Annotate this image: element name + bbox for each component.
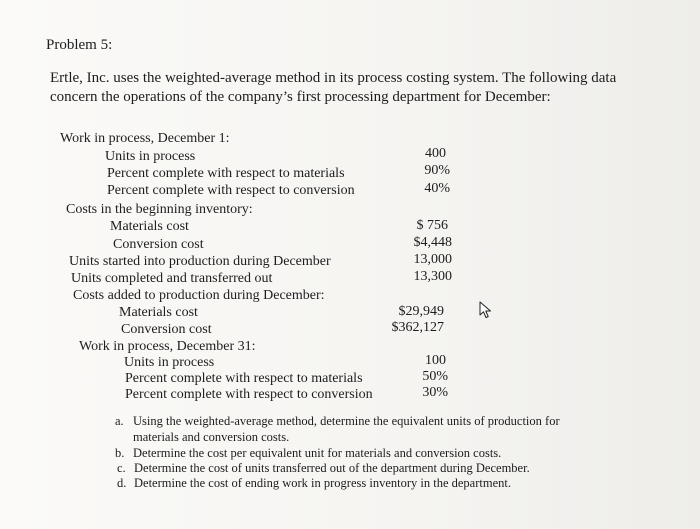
item-label: Materials cost xyxy=(110,219,189,234)
item-label: Percent complete with respect to conversion xyxy=(125,387,373,402)
item-label: Units in process xyxy=(124,355,215,370)
item-value: 30% xyxy=(422,385,448,400)
question-text: Determine the cost per equivalent unit for materials and conversion costs. xyxy=(133,446,502,460)
question-text: Determine the cost of ending work in progress inventory in the department. xyxy=(134,476,511,490)
intro-line-1: Ertle, Inc. uses the weighted-average method in its process costing system. The following data xyxy=(50,70,617,86)
item-value: $ 756 xyxy=(416,218,448,233)
problem-intro xyxy=(50,69,616,107)
item-label: Percent complete with respect to materials xyxy=(107,166,345,181)
item-label: Work in process, December 31: xyxy=(79,339,256,354)
item-label: Units in process xyxy=(105,149,196,164)
item-value: 100 xyxy=(425,353,446,368)
question-letter: a. xyxy=(115,414,124,428)
item-value: 50% xyxy=(422,369,448,384)
item-label: Work in process, December 1: xyxy=(60,131,230,146)
item-label: Units completed and transferred out xyxy=(71,271,273,286)
item-value: 13,000 xyxy=(413,252,452,267)
question-text: Determine the cost of units transferred out of the department during December. xyxy=(134,461,530,475)
item-label: Costs in the beginning inventory: xyxy=(66,202,253,217)
item-label: Materials cost xyxy=(119,305,198,320)
item-value: 13,300 xyxy=(413,269,452,284)
item-value: $4,448 xyxy=(413,235,452,250)
item-value: $362,127 xyxy=(391,320,444,335)
intro-line-2: concern the operations of the company’s first processing department for December: xyxy=(50,89,551,105)
question-text: materials and conversion costs. xyxy=(133,430,290,444)
item-value: 400 xyxy=(425,146,446,161)
question-text: Using the weighted-average method, determine the equivalent units of production for xyxy=(133,414,560,428)
item-label: Percent complete with respect to materials xyxy=(125,371,363,386)
item-label: Percent complete with respect to conversion xyxy=(107,183,355,198)
mouse-cursor-icon xyxy=(479,301,495,319)
problem-title: Problem 5: xyxy=(46,37,113,53)
item-label: Costs added to production during December: xyxy=(73,288,325,303)
item-value: 40% xyxy=(424,181,450,196)
question-letter: d. xyxy=(117,476,127,490)
question-letter: b. xyxy=(115,446,125,460)
item-label: Conversion cost xyxy=(113,237,204,252)
item-label: Units started into production during December xyxy=(69,254,331,269)
item-label: Conversion cost xyxy=(121,322,212,337)
item-value: 90% xyxy=(424,163,450,178)
question-letter: c. xyxy=(117,461,126,475)
item-value: $29,949 xyxy=(398,304,444,319)
